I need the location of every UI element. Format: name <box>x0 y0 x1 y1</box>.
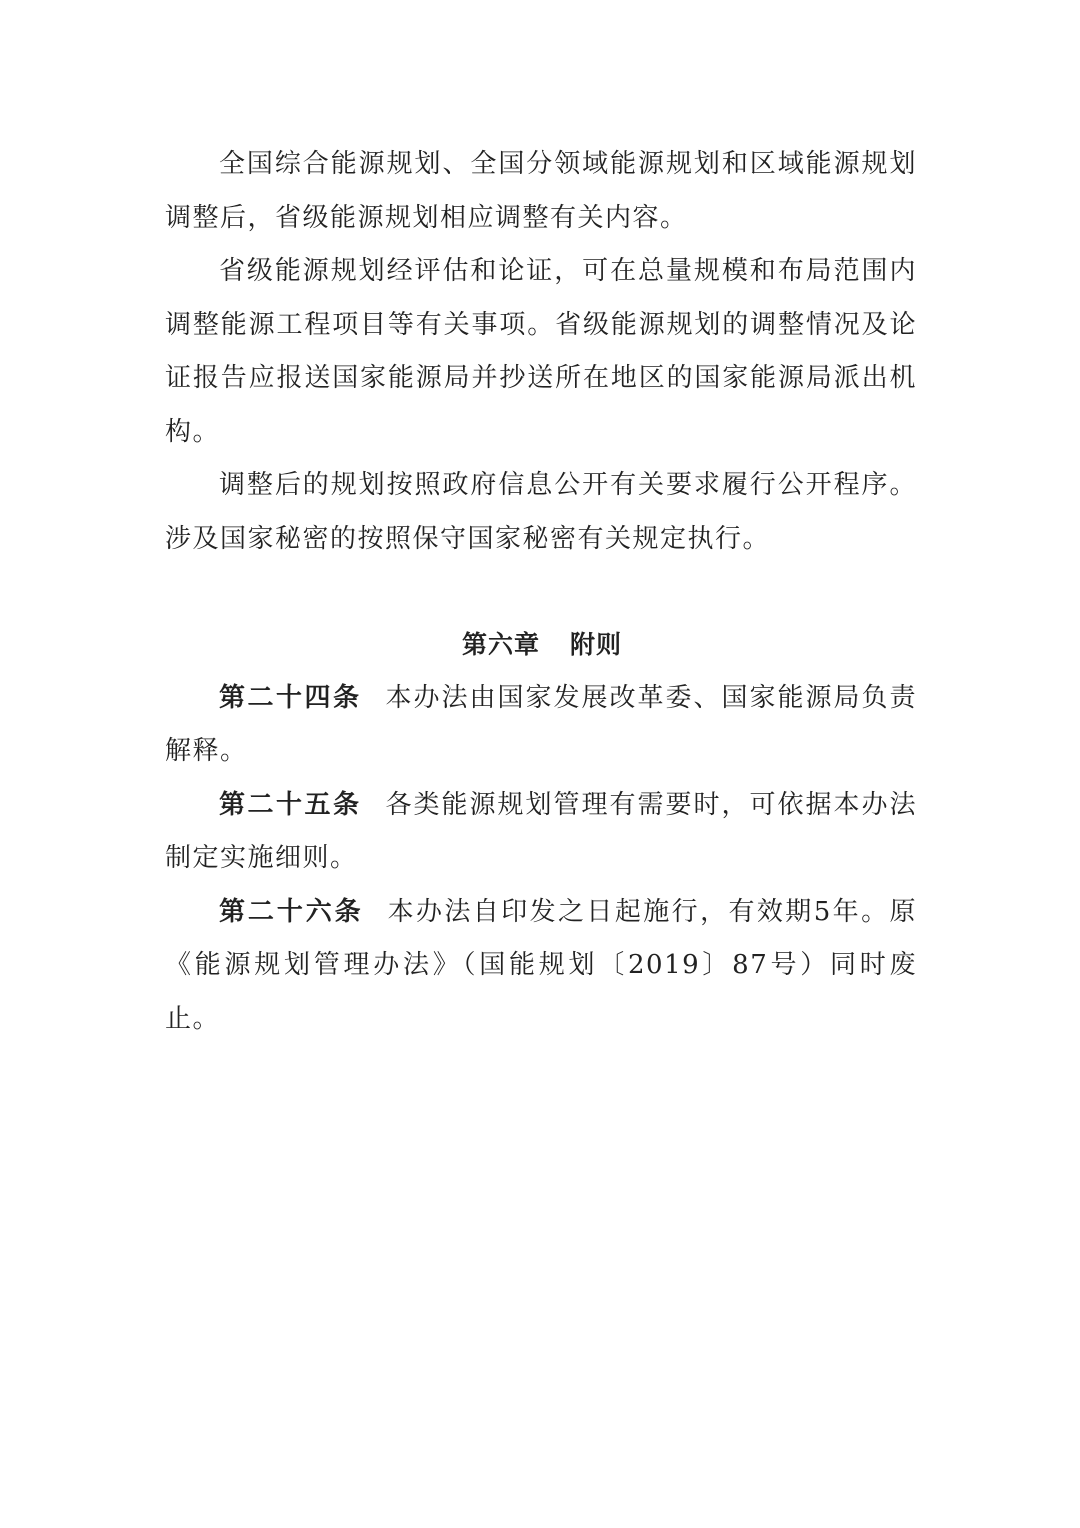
chapter-heading <box>165 618 917 672</box>
document-body <box>165 138 917 1046</box>
paragraph-public-disclosure: 调整后的规划按照政府信息公开有关要求履行公开程序。涉及国家秘密的按照保守国家秘密有关规定执行。 <box>165 470 917 554</box>
chapter-number: 第六章 <box>461 630 540 659</box>
paragraph-provincial-adjustment: 全国综合能源规划、全国分领域能源规划和区域能源规划调整后，省级能源规划相应调整有关内容。 <box>165 149 917 233</box>
article-text: 本办法由国家发展改革委、国家能源局负责解释。 <box>165 682 917 766</box>
article-label: 第二十五条 <box>219 789 362 820</box>
article-label: 第二十四条 <box>219 682 362 713</box>
article-text: 本办法自印发之日起施行，有效期5年。原《能源规划管理办法》（国能规划〔2019〕87号）同时废止。 <box>165 896 917 1034</box>
article-label: 第二十六条 <box>219 896 364 927</box>
chapter-title: 附则 <box>570 630 623 659</box>
paragraph-evaluation-demonstration: 省级能源规划经评估和论证，可在总量规模和布局范围内调整能源工程项目等有关事项。省级能源规划的调整情况及论证报告应报送国家能源局并抄送所在地区的国家能源局派出机构。 <box>165 256 917 447</box>
article-26 <box>165 886 917 1047</box>
article-text: 各类能源规划管理有需要时，可依据本办法制定实施细则。 <box>165 789 917 873</box>
article-24 <box>165 672 917 779</box>
article-25 <box>165 779 917 886</box>
